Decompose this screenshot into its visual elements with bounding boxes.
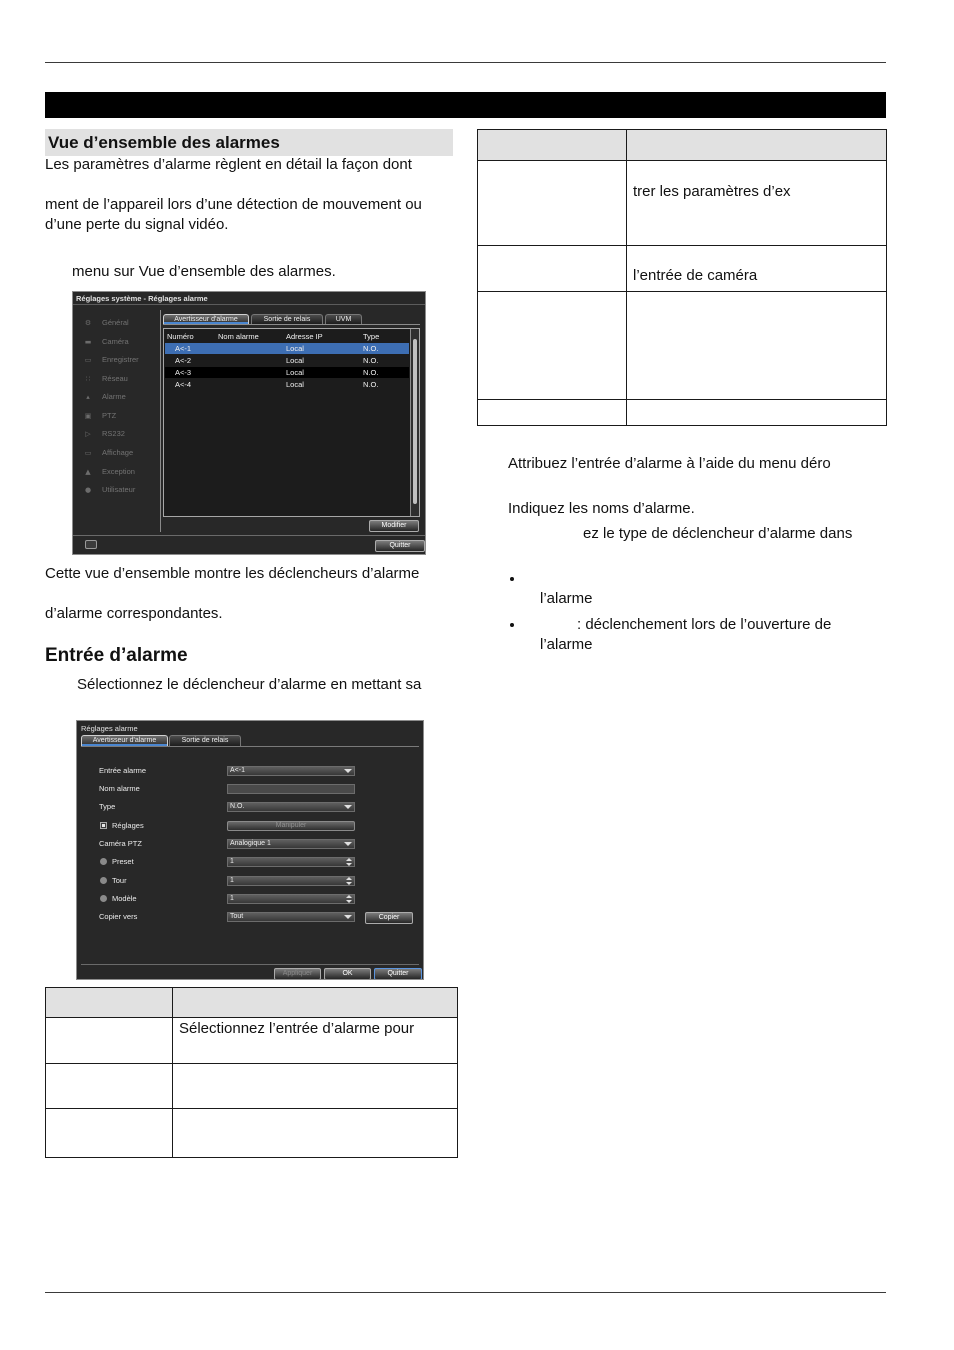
column-header-ip: Adresse IP <box>286 332 323 341</box>
sidebar-item-record <box>83 355 153 365</box>
alarm-names-line: Indiquez les noms d’alarme. <box>508 500 695 517</box>
table-cell <box>478 400 627 426</box>
sidebar-item-label: Affichage <box>102 448 134 457</box>
alarm-input-value: A<-1 <box>230 767 245 774</box>
table-row <box>165 379 409 390</box>
alarm-list-table <box>163 328 420 517</box>
intro-text-line: Les paramètres d’alarme règlent en détail la façon dont <box>45 156 412 173</box>
sidebar-item-label: Utilisateur <box>102 485 136 494</box>
title-divider <box>73 304 425 305</box>
type-dropdown <box>227 802 355 812</box>
tab-alarm-input: Avertisseur d'alarme <box>81 735 168 746</box>
ok-button: OK <box>324 968 371 980</box>
spinner-arrows-icon <box>346 858 352 866</box>
pattern-label: Modèle <box>112 894 137 903</box>
table-row <box>165 367 409 378</box>
sidebar-item-label: Général <box>102 318 129 327</box>
rs232-icon <box>83 429 93 439</box>
sidebar-item-ptz <box>83 411 153 421</box>
alarm-input-screenshot <box>76 720 424 980</box>
sidebar-item-label: Exception <box>102 467 135 476</box>
tour-radio <box>100 877 107 884</box>
copy-button: Copier <box>365 912 413 924</box>
table-cell: l’entrée de caméra <box>627 246 887 292</box>
table-row <box>165 343 409 354</box>
row-address: Local <box>286 380 304 389</box>
tour-stepper <box>227 876 355 886</box>
tour-value: 1 <box>230 877 234 884</box>
ptz-camera-value: Analogique 1 <box>230 840 271 847</box>
chevron-down-icon <box>344 769 352 773</box>
row-address: Local <box>286 344 304 353</box>
preset-value: 1 <box>230 858 234 865</box>
window-title: Réglages alarme <box>81 724 138 733</box>
row-number: A<-2 <box>175 356 192 365</box>
footer-rule <box>45 1292 886 1293</box>
sidebar-item-label: PTZ <box>102 411 117 420</box>
sidebar-item-camera <box>83 337 153 347</box>
table-cell <box>46 1109 173 1158</box>
row-address: Local <box>286 356 304 365</box>
table-header-cell <box>46 988 173 1018</box>
copy-to-label: Copier vers <box>99 912 138 921</box>
table-cell <box>46 1064 173 1109</box>
table-cell <box>173 1109 458 1158</box>
column-header-name: Nom alarme <box>218 332 259 341</box>
row-type: N.O. <box>363 356 379 365</box>
bullet-text-line: l’alarme <box>540 636 593 653</box>
display-icon <box>83 448 93 458</box>
section-heading: Vue d’ensemble des alarmes <box>48 133 280 152</box>
sidebar-item-label: Alarme <box>102 392 126 401</box>
row-number: A<-1 <box>175 344 192 353</box>
overview-text-line: Cette vue d’ensemble montre les déclencheurs d’alarme <box>45 565 420 582</box>
alarm-name-label: Nom alarme <box>99 784 140 793</box>
sidebar-item-network <box>83 374 153 384</box>
table-cell: trer les paramètres d’ex <box>627 161 887 246</box>
bullet-text-line: l’alarme <box>540 590 593 607</box>
pattern-radio <box>100 895 107 902</box>
settings-label: Réglages <box>112 821 144 830</box>
table-cell <box>46 1018 173 1064</box>
scrollbar-thumb <box>413 339 417 504</box>
ptz-camera-dropdown <box>227 839 355 849</box>
network-icon <box>83 374 93 384</box>
row-address: Local <box>286 368 304 377</box>
table-cell <box>627 400 887 426</box>
preset-label: Preset <box>112 857 134 866</box>
ptz-icon <box>83 411 93 421</box>
settings-checkbox <box>100 822 107 829</box>
tab-relay-output: Sortie de relais <box>251 314 323 324</box>
table-cell <box>173 1064 458 1109</box>
tour-label: Tour <box>112 876 127 885</box>
tab-divider <box>81 746 419 747</box>
overview-text-line: d’alarme correspondantes. <box>45 605 223 622</box>
table-cell <box>478 292 627 400</box>
preset-radio <box>100 858 107 865</box>
footer-divider <box>73 535 425 536</box>
assign-input-line: Attribuez l’entrée d’alarme à l’aide du menu déro <box>508 455 831 472</box>
sidebar-item-label: Caméra <box>102 337 129 346</box>
list-scrollbar <box>410 329 419 516</box>
alarm-input-dropdown <box>227 766 355 776</box>
manipulate-button: Manipuler <box>227 821 355 831</box>
apply-button: Appliquer <box>274 968 321 980</box>
table-row <box>165 355 409 366</box>
sidebar-item-user <box>83 485 153 495</box>
sidebar-item-exception <box>83 467 153 477</box>
pattern-value: 1 <box>230 895 234 902</box>
quit-button: Quitter <box>374 968 422 980</box>
sidebar-item-label: Réseau <box>102 374 128 383</box>
alarm-input-label: Entrée alarme <box>99 766 147 775</box>
table-cell <box>478 161 627 246</box>
alarm-input-parameter-table <box>45 987 458 1158</box>
bullet-marker <box>510 577 514 581</box>
modify-button: Modifier <box>369 520 419 532</box>
window-title: Réglages système - Réglages alarme <box>76 294 208 303</box>
table-header-cell <box>627 130 887 161</box>
row-type: N.O. <box>363 344 379 353</box>
preset-stepper <box>227 857 355 867</box>
user-icon <box>83 485 93 495</box>
sidebar-divider <box>160 310 161 532</box>
tab-divider <box>163 324 420 325</box>
sidebar-item-label: RS232 <box>102 429 125 438</box>
spinner-arrows-icon <box>346 895 352 903</box>
tab-uvm: UVM <box>325 314 362 324</box>
trigger-type-line: ez le type de déclencheur d’alarme dans <box>583 525 853 542</box>
row-type: N.O. <box>363 368 379 377</box>
column-header-type: Type <box>363 332 380 341</box>
copy-to-value: Tout <box>230 913 244 920</box>
alarm-input-heading: Entrée d’alarme <box>45 645 188 666</box>
tab-relay-output: Sortie de relais <box>169 735 241 746</box>
bullet-text-line: : déclenchement lors de l’ouverture de <box>577 616 832 633</box>
table-cell: Sélectionnez l’entrée d’alarme pour <box>173 1018 458 1064</box>
quit-button: Quitter <box>375 540 425 552</box>
tab-alarm-input: Avertisseur d'alarme <box>163 314 249 324</box>
footer-divider <box>81 964 419 965</box>
intro-text-line: ment de l’appareil lors d’une détection de mouvement ou <box>45 196 422 213</box>
menu-icon <box>85 540 97 549</box>
pattern-stepper <box>227 894 355 904</box>
column-header-number: Numéro <box>167 332 194 341</box>
alarm-input-instruction: Sélectionnez le déclencheur d’alarme en mettant sa <box>77 676 422 693</box>
camera-icon <box>83 337 93 347</box>
chevron-down-icon <box>344 805 352 809</box>
ptz-camera-label: Caméra PTZ <box>99 839 142 848</box>
row-type: N.O. <box>363 380 379 389</box>
spinner-arrows-icon <box>346 877 352 885</box>
header-rule <box>45 62 886 63</box>
sidebar-item-display <box>83 448 153 458</box>
copy-to-dropdown <box>227 912 355 922</box>
menu-instruction-line: menu sur Vue d’ensemble des alarmes. <box>72 263 336 280</box>
row-number: A<-4 <box>175 380 192 389</box>
intro-text-line: d’une perte du signal vidéo. <box>45 216 229 233</box>
type-label: Type <box>99 802 116 811</box>
type-value: N.O. <box>230 803 245 810</box>
chevron-down-icon <box>344 915 352 919</box>
sidebar-item-rs232 <box>83 429 153 439</box>
table-cell <box>627 292 887 400</box>
sidebar-item-alarm <box>83 392 153 402</box>
gear-icon <box>83 318 93 328</box>
sidebar-item-label: Enregistrer <box>102 355 139 364</box>
alarm-settings-parameter-table <box>477 129 887 426</box>
table-cell <box>478 246 627 292</box>
bullet-marker <box>510 623 514 627</box>
warning-icon <box>83 467 93 477</box>
record-icon <box>83 355 93 365</box>
table-header-cell <box>478 130 627 161</box>
table-header-cell <box>173 988 458 1018</box>
chevron-down-icon <box>344 842 352 846</box>
alarm-overview-screenshot <box>72 291 426 555</box>
row-number: A<-3 <box>175 368 192 377</box>
bell-icon <box>83 392 93 402</box>
chapter-title-bar <box>45 92 886 118</box>
sidebar-item-general <box>83 318 153 328</box>
alarm-name-field <box>227 784 355 794</box>
